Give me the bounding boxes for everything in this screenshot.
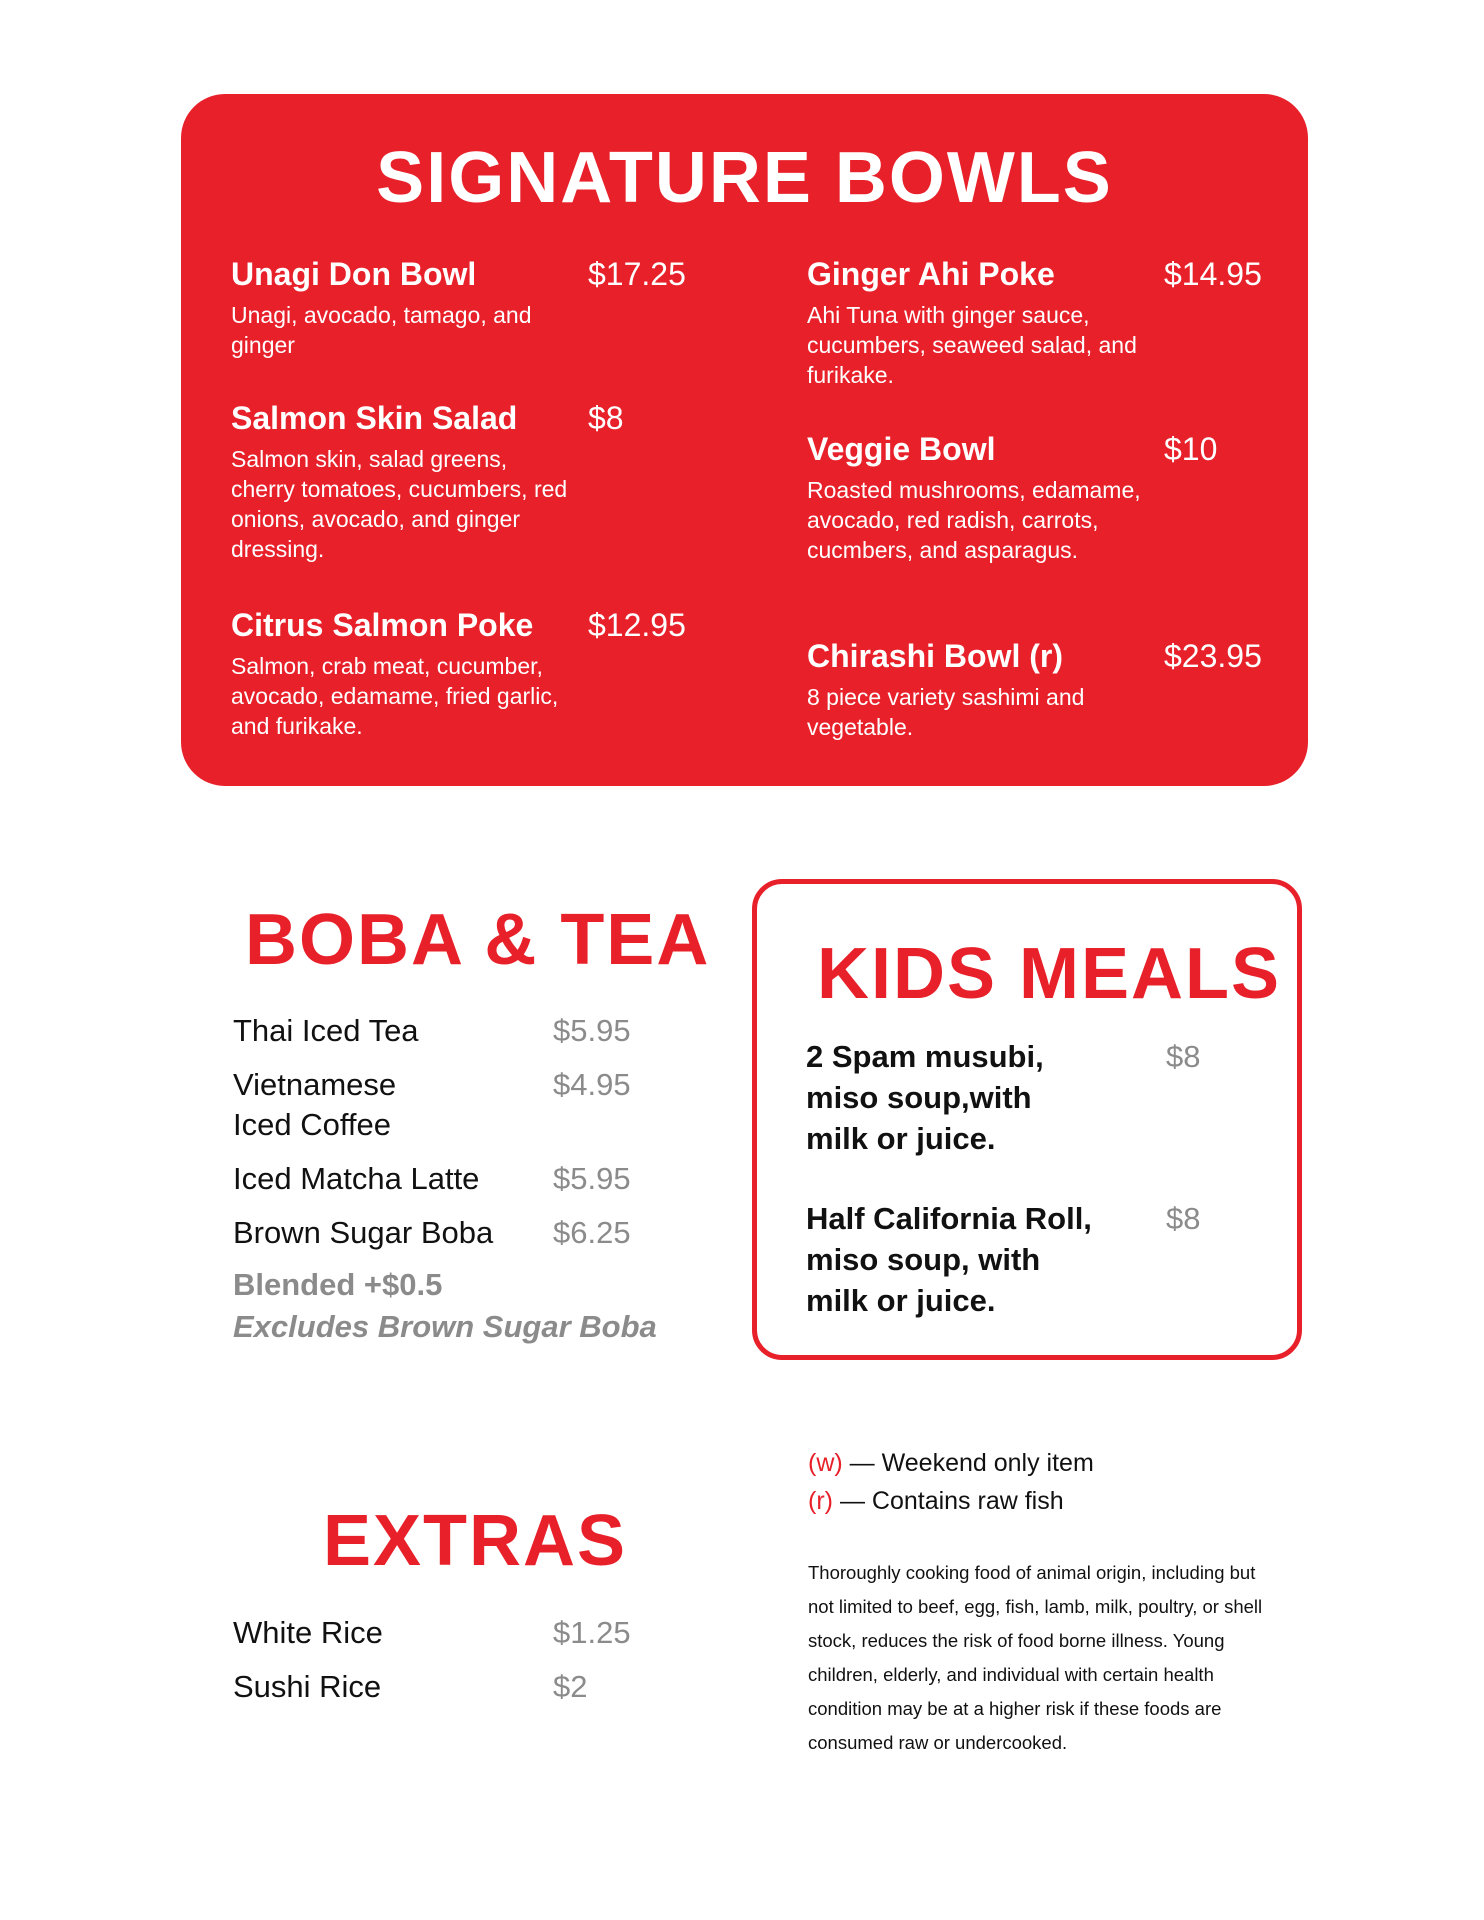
kids-meals-title: KIDS MEALS (817, 934, 1282, 1014)
drink-price: $6.25 (553, 1215, 631, 1250)
kids-meal-price: $8 (1166, 1039, 1201, 1074)
blended-exclusion-note: Excludes Brown Sugar Boba (233, 1309, 657, 1344)
item-price: $17.25 (588, 256, 686, 292)
signature-bowls-panel (181, 94, 1308, 786)
item-price: $8 (588, 400, 624, 436)
kids-meal-price: $8 (1166, 1201, 1201, 1236)
item-price: $14.95 (1164, 256, 1262, 292)
item-name: Chirashi Bowl (r) (807, 638, 1064, 674)
drink-price: $4.95 (553, 1067, 631, 1102)
kids-meal-name: Half California Roll, miso soup, with milk or juice. (806, 1201, 1092, 1318)
item-name: Veggie Bowl (807, 431, 996, 467)
legend-weekend (808, 1451, 1094, 1476)
boba-tea-title: BOBA & TEA (245, 900, 711, 980)
drink-name: Brown Sugar Boba (233, 1215, 494, 1250)
legend-text: — Weekend only item (849, 1449, 1094, 1477)
drink-name: Iced Matcha Latte (233, 1161, 480, 1196)
item-name: Salmon Skin Salad (231, 400, 518, 436)
drink-name: Thai Iced Tea (233, 1013, 419, 1048)
signature-bowls-title: SIGNATURE BOWLS (376, 138, 1113, 218)
extra-name: White Rice (233, 1615, 383, 1650)
extra-price: $2 (553, 1669, 588, 1704)
item-description: Salmon skin, salad greens, cherry tomatoes, cucumbers, red onions, avocado, and ginger dressing. (231, 446, 568, 562)
legend-text: — Contains raw fish (839, 1487, 1064, 1515)
item-price: $12.95 (588, 607, 686, 643)
drink-price: $5.95 (553, 1161, 631, 1196)
item-name: Unagi Don Bowl (231, 256, 477, 292)
blended-note: Blended +$0.5 (233, 1267, 443, 1302)
food-safety-disclaimer: Thoroughly cooking food of animal origin, including but not limited to beef, egg, fish, lamb, milk, poultry, or shell stock, reduces the risk of food borne illness. Young children, elderly, and individual with certain health condition may be at a higher risk if these foods are consumed raw or undercooked. (808, 1562, 1263, 1753)
legend-raw (808, 1489, 1064, 1514)
extra-name: Sushi Rice (233, 1669, 382, 1704)
item-name: Ginger Ahi Poke (807, 256, 1055, 292)
kids-meal-name: 2 Spam musubi, miso soup,with milk or juice. (806, 1039, 1044, 1156)
item-description: 8 piece variety sashimi and vegetable. (807, 684, 1085, 740)
item-price: $23.95 (1164, 638, 1262, 674)
extras-title: EXTRAS (323, 1501, 628, 1581)
legend-mark: (r) (808, 1487, 833, 1515)
item-description: Salmon, crab meat, cucumber, avocado, edamame, fried garlic, and furikake. (231, 653, 559, 739)
extra-price: $1.25 (553, 1615, 631, 1650)
drink-price: $5.95 (553, 1013, 631, 1048)
item-name: Citrus Salmon Poke (231, 607, 534, 643)
drink-name: Vietnamese Iced Coffee (233, 1067, 397, 1142)
item-price: $10 (1164, 431, 1218, 467)
legend-mark: (w) (808, 1449, 843, 1477)
item-description: Ahi Tuna with ginger sauce, cucumbers, seaweed salad, and furikake. (807, 302, 1137, 388)
kids-meals-box (752, 879, 1302, 1360)
item-description: Roasted mushrooms, edamame, avocado, red radish, carrots, cucmbers, and asparagus. (807, 477, 1141, 563)
item-description: Unagi, avocado, tamago, and ginger (231, 302, 532, 358)
